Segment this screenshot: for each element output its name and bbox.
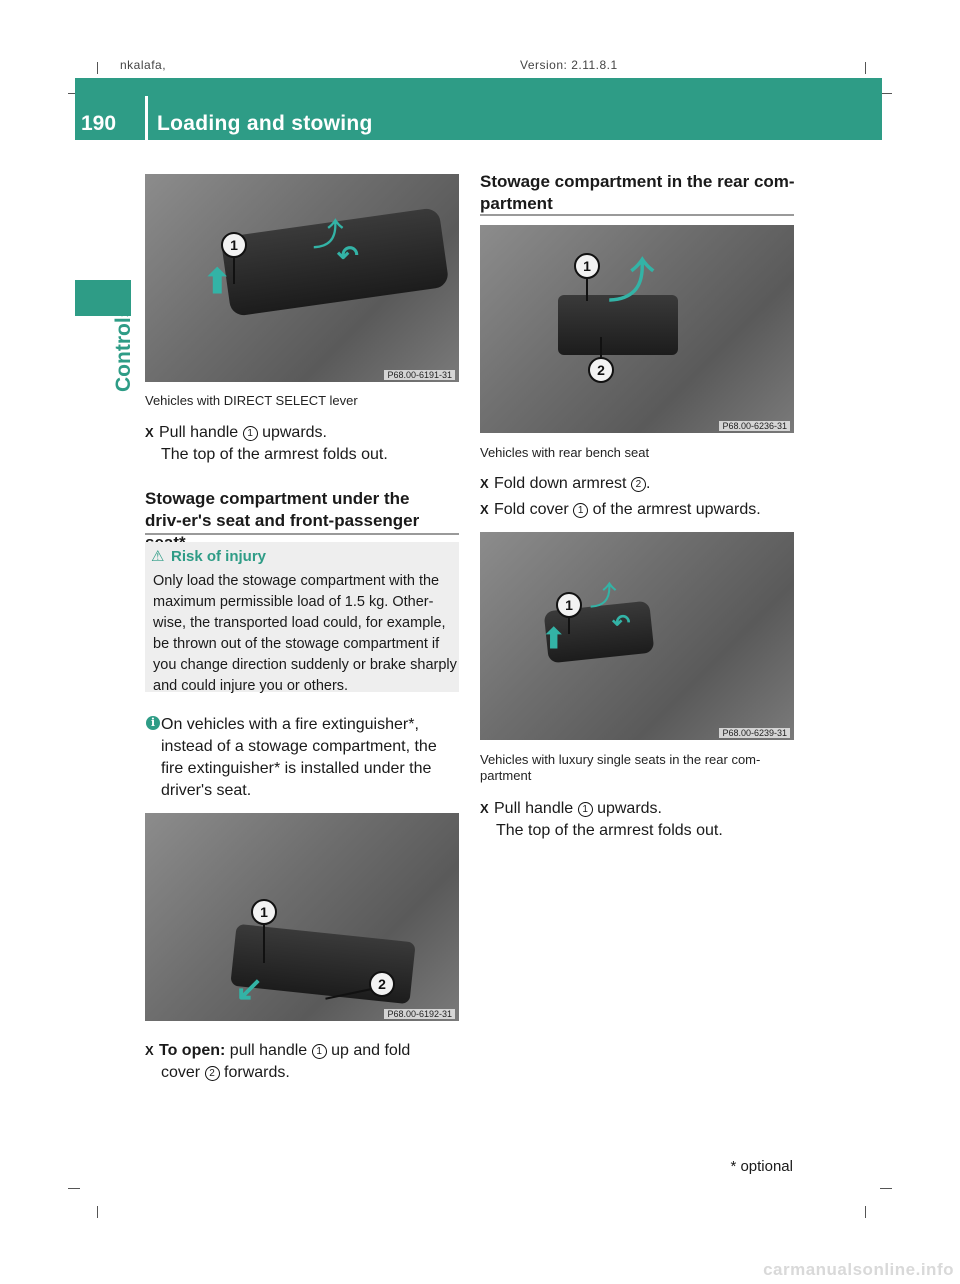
step-marker: X bbox=[145, 1043, 154, 1058]
heading-rule bbox=[480, 214, 794, 216]
callout-1: 1 bbox=[251, 899, 277, 925]
arrow-curved-icon: ↙ bbox=[235, 970, 264, 1008]
instruction-step bbox=[145, 1040, 465, 1062]
step-text: Fold cover bbox=[494, 501, 574, 518]
photo-code: P68.00-6239-31 bbox=[719, 728, 790, 738]
photo-rear-bench bbox=[480, 225, 794, 433]
callout-ref: 1 bbox=[243, 426, 258, 441]
crop-mark bbox=[865, 62, 866, 74]
instruction-step bbox=[145, 422, 465, 444]
step-marker: X bbox=[480, 502, 489, 517]
step-text: cover bbox=[161, 1064, 205, 1081]
photo-code: P68.00-6236-31 bbox=[719, 421, 790, 431]
step-text: Fold down armrest bbox=[494, 475, 631, 492]
photo-caption: Vehicles with DIRECT SELECT lever bbox=[145, 393, 358, 408]
photo-code: P68.00-6192-31 bbox=[384, 1009, 455, 1019]
callout-1: 1 bbox=[574, 253, 600, 279]
step-marker: X bbox=[480, 801, 489, 816]
section-title: Loading and stowing bbox=[157, 112, 373, 135]
arrow-curved-icon: ↶ bbox=[337, 240, 359, 270]
arrow-up-icon: ⬆ bbox=[203, 263, 232, 301]
callout-leader bbox=[568, 616, 570, 634]
page-number: 190 bbox=[81, 112, 117, 135]
print-meta-right: Version: 2.11.8.1 bbox=[520, 58, 618, 72]
photo-caption: Vehicles with luxury single seats in the rear com-partment bbox=[480, 752, 761, 783]
section-heading: Stowage compartment in the rear com-partment bbox=[480, 172, 795, 213]
info-icon: i bbox=[146, 716, 160, 730]
warning-text: Only load the stowage compartment with the maximum permissible load of 1.5 kg. Other-wise, the transported load could, for example, be thrown out of the stowage compartment if you change direction suddenly or brake sharply and could injure you or others. bbox=[153, 573, 457, 694]
side-tab-label: Controls bbox=[112, 305, 135, 392]
step-result: The top of the armrest folds out. bbox=[161, 446, 388, 463]
step-text: forwards. bbox=[219, 1064, 290, 1081]
warning-box bbox=[145, 542, 459, 692]
watermark: carmanualsonline.info bbox=[763, 1260, 954, 1279]
crop-mark bbox=[880, 1188, 892, 1189]
crop-mark bbox=[97, 62, 98, 74]
step-continuation bbox=[161, 1062, 290, 1084]
photo-seat-compartment bbox=[145, 813, 459, 1021]
callout-ref: 2 bbox=[631, 477, 646, 492]
photo-rear-single-seats bbox=[480, 532, 794, 740]
crop-mark bbox=[97, 1206, 98, 1218]
callout-ref: 1 bbox=[312, 1044, 327, 1059]
step-text: Pull handle bbox=[159, 424, 243, 441]
heading-rule bbox=[145, 533, 459, 535]
instruction-step bbox=[480, 473, 800, 495]
step-text: pull handle bbox=[225, 1042, 312, 1059]
callout-2: 2 bbox=[588, 357, 614, 383]
callout-leader bbox=[586, 279, 588, 301]
step-text: upwards. bbox=[257, 424, 327, 441]
arrow-curved-icon: ⤴ bbox=[313, 219, 343, 252]
callout-leader bbox=[233, 258, 235, 284]
arrow-curved-icon: ↶ bbox=[612, 610, 631, 635]
callout-ref: 2 bbox=[205, 1066, 220, 1081]
step-text: up and fold bbox=[326, 1042, 411, 1059]
instruction-step bbox=[480, 798, 800, 820]
footnote: * optional bbox=[730, 1158, 793, 1175]
crop-mark bbox=[865, 1206, 866, 1218]
step-bold: To open: bbox=[159, 1042, 226, 1059]
photo-caption: Vehicles with rear bench seat bbox=[480, 445, 650, 460]
step-marker: X bbox=[145, 425, 154, 440]
warning-triangle-icon: ⚠ bbox=[151, 548, 165, 565]
crop-mark bbox=[68, 1188, 80, 1189]
step-text: upwards. bbox=[592, 800, 662, 817]
print-meta-left: nkalafa, bbox=[120, 58, 167, 72]
callout-leader bbox=[263, 925, 265, 963]
step-text: of the armrest upwards. bbox=[588, 501, 761, 518]
callout-ref: 1 bbox=[578, 802, 593, 817]
step-marker: X bbox=[480, 476, 489, 491]
info-text: On vehicles with a fire extinguisher*, instead of a stowage compartment, the fire extinguisher* is installed under the driver's seat. bbox=[161, 716, 437, 799]
callout-1: 1 bbox=[221, 232, 247, 258]
arrow-curved-icon: ⤴ bbox=[590, 581, 617, 611]
callout-ref: 1 bbox=[573, 503, 588, 518]
header-divider bbox=[145, 96, 148, 140]
step-text: . bbox=[645, 475, 651, 492]
section-heading: Stowage compartment under the driv-er's seat and front-passenger bbox=[145, 489, 420, 530]
warning-title: Risk of injury bbox=[171, 548, 267, 565]
arrow-up-icon: ⬆ bbox=[542, 623, 566, 654]
callout-leader bbox=[600, 337, 602, 359]
callout-1: 1 bbox=[556, 592, 582, 618]
step-result: The top of the armrest folds out. bbox=[496, 822, 723, 839]
photo-armrest-front bbox=[145, 174, 459, 382]
instruction-step bbox=[480, 499, 800, 521]
photo-code: P68.00-6191-31 bbox=[384, 370, 455, 380]
callout-2: 2 bbox=[369, 971, 395, 997]
step-text: Pull handle bbox=[494, 800, 578, 817]
arrow-curved-icon: ⤴ bbox=[608, 255, 654, 307]
